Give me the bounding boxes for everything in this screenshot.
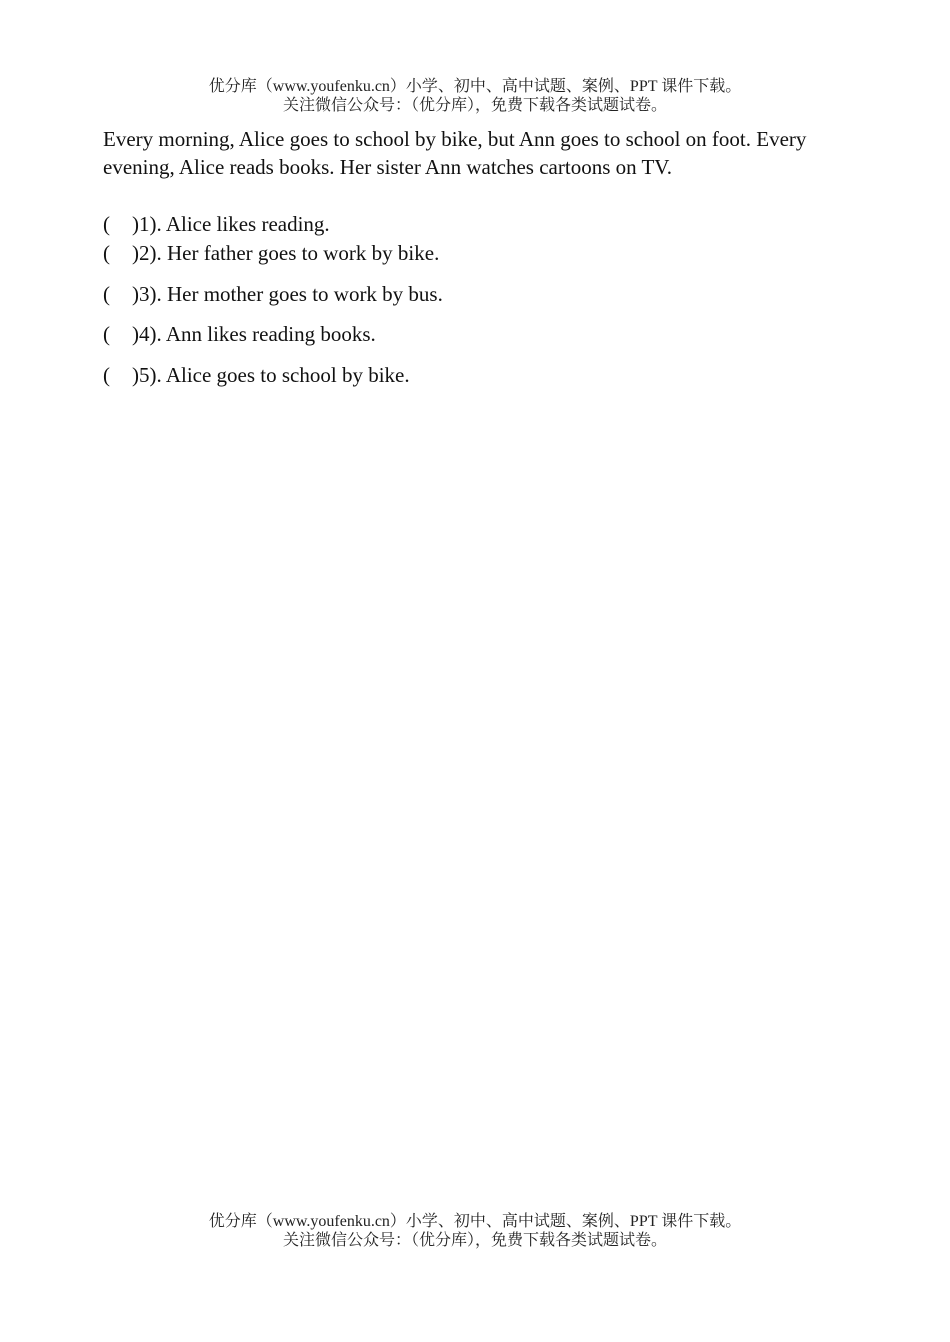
question-text: )4). Ann likes reading books.	[132, 322, 376, 346]
answer-blank: (	[103, 363, 110, 387]
question-item	[103, 320, 376, 348]
question-text: )1). Alice likes reading.	[132, 212, 330, 236]
answer-blank: (	[103, 322, 110, 346]
answer-blank: (	[103, 241, 110, 265]
footer-banner-line-2: 关注微信公众号：（优分库），免费下载各类试题试卷。	[282, 1232, 667, 1249]
reading-passage: Every morning, Alice goes to school by bike, but Ann goes to school on foot. Every evening, Alice reads books. Her sister Ann watches cartoons on TV.	[103, 127, 807, 179]
footer-banner-line-1: 优分库（www.youfenku.cn）小学、初中、高中试题、案例、PPT 课件下载。	[208, 1213, 742, 1230]
header-banner-line-2: 关注微信公众号：（优分库），免费下载各类试题试卷。	[282, 97, 667, 114]
header-banner	[0, 77, 950, 115]
question-text: )2). Her father goes to work by bike.	[132, 241, 440, 265]
question-item	[103, 239, 439, 267]
question-text: )3). Her mother goes to work by bus.	[132, 282, 443, 306]
footer-banner	[0, 1212, 950, 1250]
question-item	[103, 361, 410, 389]
question-item	[103, 280, 443, 308]
question-item	[103, 210, 330, 238]
answer-blank: (	[103, 212, 110, 236]
answer-blank: (	[103, 282, 110, 306]
question-text: )5). Alice goes to school by bike.	[132, 363, 410, 387]
header-banner-line-1: 优分库（www.youfenku.cn）小学、初中、高中试题、案例、PPT 课件下载。	[208, 78, 742, 95]
